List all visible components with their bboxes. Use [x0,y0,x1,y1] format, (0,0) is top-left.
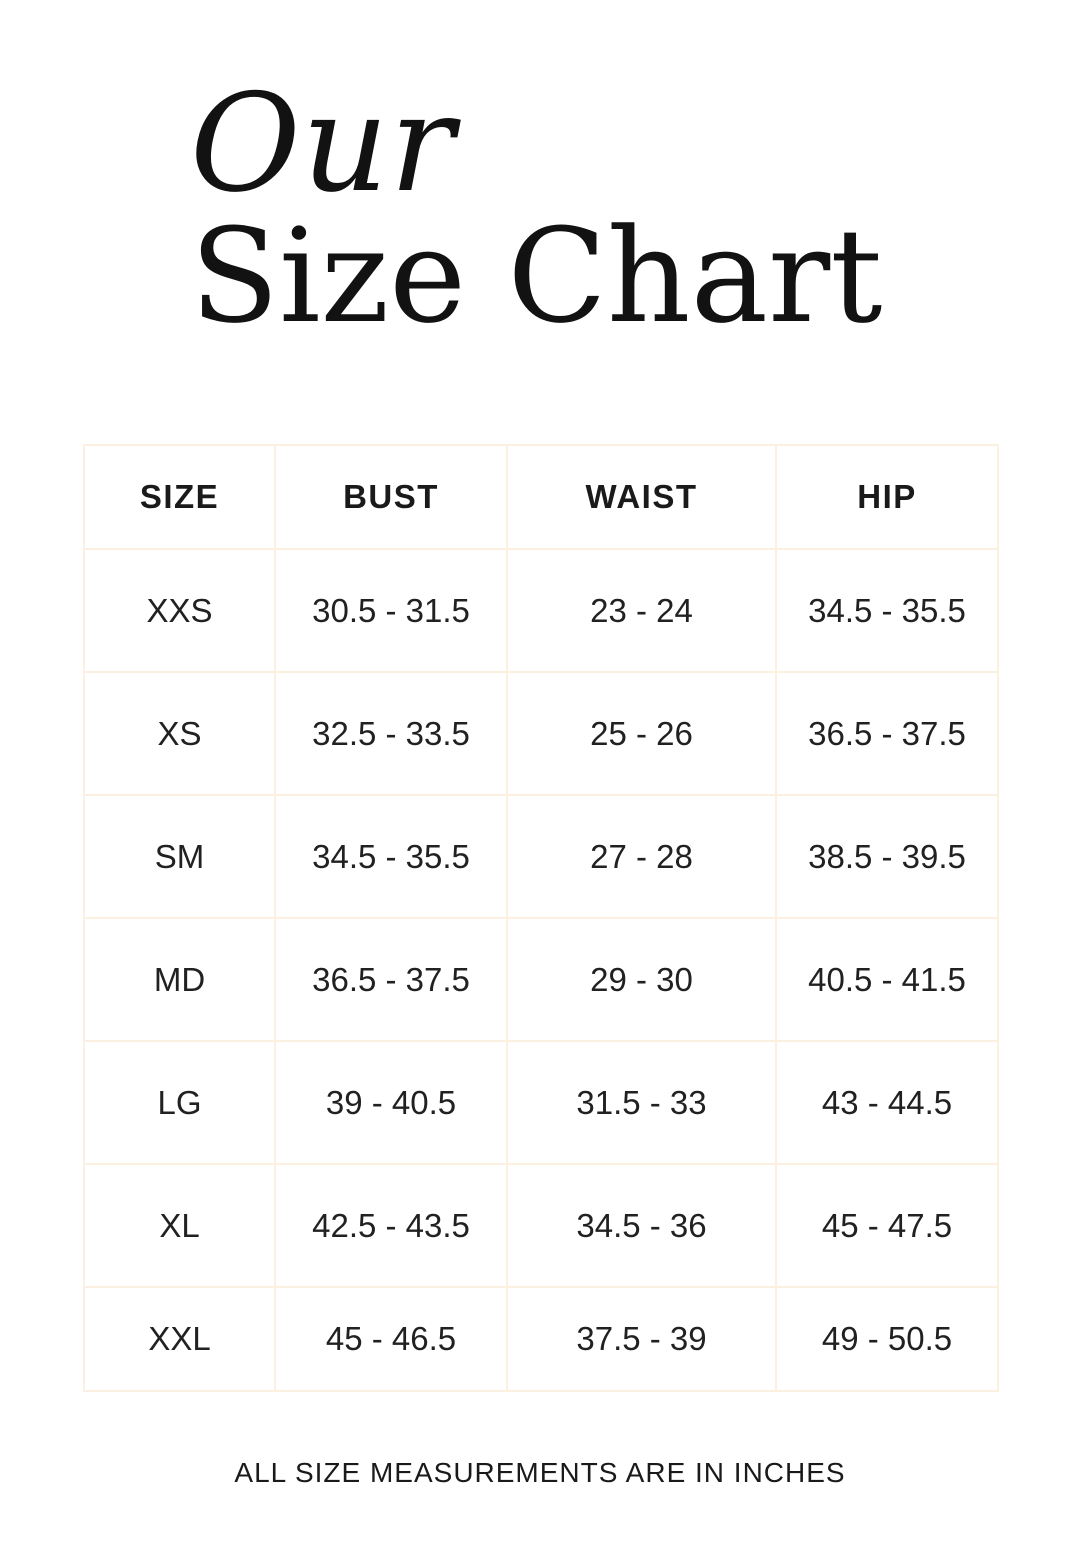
header-bust: BUST [275,445,507,549]
size-cell: MD [84,918,275,1041]
waist-cell: 37.5 - 39 [507,1287,776,1391]
size-chart-table [83,444,999,1392]
table-header-row [84,445,998,549]
waist-cell: 23 - 24 [507,549,776,672]
table-row-md [84,918,998,1041]
hip-cell: 36.5 - 37.5 [776,672,998,795]
page-title-line1: Our [190,65,456,222]
size-cell: SM [84,795,275,918]
table-row-xxl [84,1287,998,1391]
bust-cell: 45 - 46.5 [275,1287,507,1391]
bust-cell: 36.5 - 37.5 [275,918,507,1041]
waist-cell: 25 - 26 [507,672,776,795]
table-row-xl [84,1164,998,1287]
waist-cell: 34.5 - 36 [507,1164,776,1287]
hip-cell: 40.5 - 41.5 [776,918,998,1041]
size-cell: LG [84,1041,275,1164]
waist-cell: 27 - 28 [507,795,776,918]
header-hip: HIP [776,445,998,549]
bust-cell: 42.5 - 43.5 [275,1164,507,1287]
hip-cell: 45 - 47.5 [776,1164,998,1287]
waist-cell: 31.5 - 33 [507,1041,776,1164]
header-size: SIZE [84,445,275,549]
bust-cell: 32.5 - 33.5 [275,672,507,795]
bust-cell: 34.5 - 35.5 [275,795,507,918]
table-row-sm [84,795,998,918]
table-row-lg [84,1041,998,1164]
hip-cell: 38.5 - 39.5 [776,795,998,918]
hip-cell: 49 - 50.5 [776,1287,998,1391]
hip-cell: 34.5 - 35.5 [776,549,998,672]
bust-cell: 30.5 - 31.5 [275,549,507,672]
page-title-line2: Size Chart [190,200,883,352]
bust-cell: 39 - 40.5 [275,1041,507,1164]
size-cell: XXS [84,549,275,672]
size-cell: XL [84,1164,275,1287]
size-cell: XXL [84,1287,275,1391]
size-cell: XS [84,672,275,795]
waist-cell: 29 - 30 [507,918,776,1041]
footer-note: ALL SIZE MEASUREMENTS ARE IN INCHES [234,1457,846,1488]
header-waist: WAIST [507,445,776,549]
table-row-xs [84,672,998,795]
hip-cell: 43 - 44.5 [776,1041,998,1164]
table-row-xxs [84,549,998,672]
